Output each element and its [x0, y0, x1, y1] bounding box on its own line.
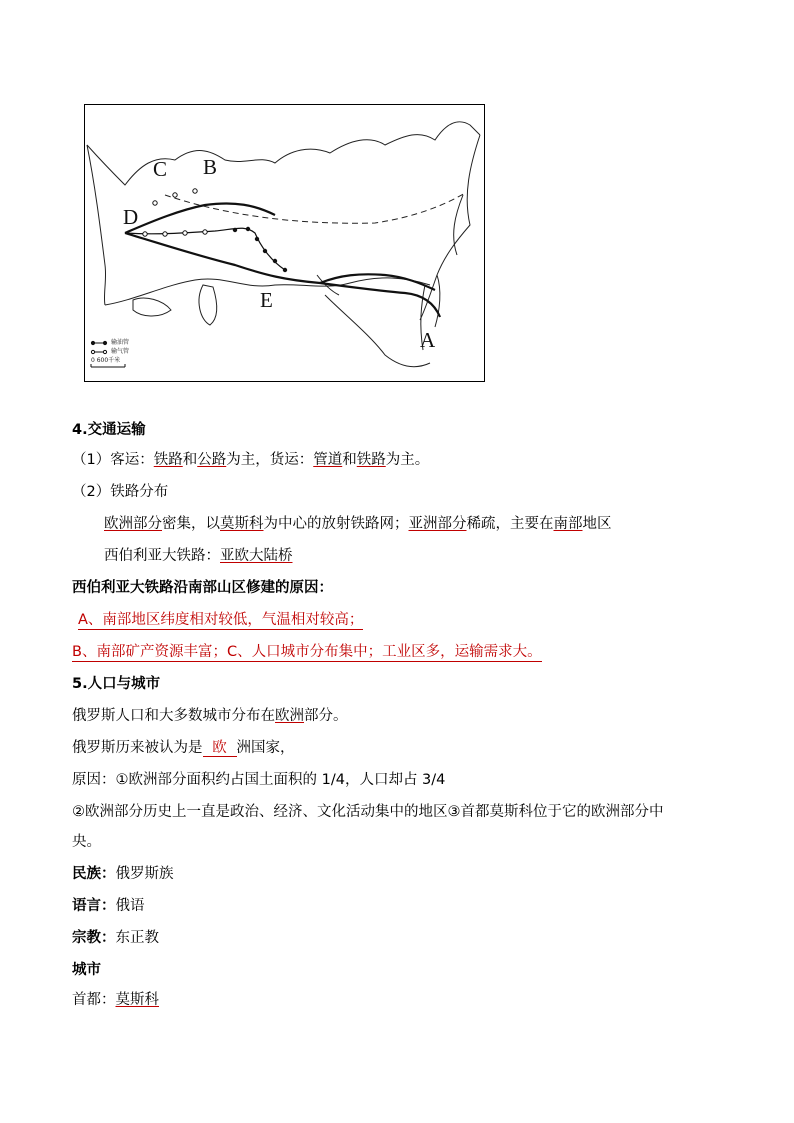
passenger-prefix: （1）客运：	[72, 452, 154, 468]
answer-railway: 铁路	[153, 452, 183, 468]
russia-transport-map	[84, 104, 485, 382]
map-label-c: C	[153, 157, 168, 181]
caspian-sea	[199, 285, 217, 325]
answer-pipeline: 管道	[313, 452, 343, 468]
answer-highway: 公路	[197, 452, 227, 468]
siberia-reason-2-text: B、南部矿产资源丰富；C、人口城市分布集中；工业区多，运输需求大。	[72, 644, 542, 660]
trans-siberian-line	[104, 546, 293, 566]
population-distribution-line	[72, 706, 348, 726]
reason-line-1: 原因：①欧洲部分面积约占国土面积的 1/4，人口却占 3/4	[72, 772, 446, 788]
china-border	[325, 295, 430, 367]
population-text-end: 部分。	[304, 708, 348, 724]
capital-line	[72, 990, 159, 1010]
religion-line	[72, 928, 159, 948]
rail-text-4: 地区	[582, 516, 612, 532]
northern-coastline	[87, 122, 480, 185]
text-and: 和	[182, 452, 198, 468]
european-country-text: 俄罗斯历来被认为是	[72, 740, 203, 756]
religion-value: 东正教	[115, 930, 159, 946]
kamchatka	[454, 195, 463, 255]
freight-prefix: 为主，货运：	[226, 452, 314, 468]
ethnic-value: 俄罗斯族	[115, 866, 174, 882]
map-label-d: D	[123, 205, 139, 229]
answer-capital-moscow: 莫斯科	[115, 992, 159, 1008]
sakhalin	[435, 275, 440, 327]
siberia-reason-1	[78, 610, 363, 630]
siberia-reason-1-text: A、南部地区纬度相对较低，气温相对较高；	[78, 612, 364, 628]
answer-eu-blank: 欧	[203, 740, 237, 757]
population-text: 俄罗斯人口和大多数城市分布在	[72, 708, 275, 724]
answer-asian-part: 亚洲部分	[408, 516, 467, 532]
trans-siberian-label: 西伯利亚大铁路：	[104, 548, 220, 564]
siberia-reason-title: 西伯利亚大铁路沿南部山区修建的原因：	[72, 580, 333, 596]
map-label-a: A	[420, 328, 436, 352]
legend-scale-label: 0 600千米	[91, 357, 121, 364]
legend-oil-label: 输油管	[111, 339, 130, 346]
answer-europe: 欧洲	[275, 708, 304, 724]
answer-railway-2: 铁路	[356, 452, 386, 468]
answer-european-part: 欧洲部分	[104, 516, 162, 532]
religion-label: 宗教：	[72, 930, 116, 946]
rail-text-2: 为中心的放射铁路网；	[263, 516, 409, 532]
baikal-amur-railway	[320, 274, 435, 290]
map-label-b: B	[203, 155, 218, 179]
passenger-freight-line	[72, 450, 429, 470]
section-4-title: 4.交通运输	[72, 422, 146, 438]
capital-label: 首都：	[72, 992, 116, 1008]
legend-gas-label: 输气管	[111, 348, 130, 355]
passenger-end: 为主。	[385, 452, 430, 468]
answer-moscow: 莫斯科	[220, 516, 264, 532]
european-country-text-end: 洲国家，	[236, 740, 295, 756]
black-sea	[133, 298, 171, 316]
eastern-coast	[420, 135, 480, 320]
european-country-line	[72, 738, 295, 758]
rail-text-1: 密集，以	[162, 516, 220, 532]
ethnic-label: 民族：	[72, 866, 116, 882]
answer-south: 南部	[553, 516, 583, 532]
reason-line-2: ②欧洲部分历史上一直是政治、经济、文化活动集中的地区③首都莫斯科位于它的欧洲部分中	[72, 804, 664, 820]
northern-sea-route	[165, 193, 465, 223]
answer-eurasian-land-bridge: 亚欧大陆桥	[220, 548, 293, 564]
rail-distribution-line	[104, 514, 612, 534]
text-and-2: 和	[342, 452, 357, 468]
ethnic-line	[72, 864, 174, 884]
rail-text-3: 稀疏，主要在	[466, 516, 554, 532]
map-label-e: E	[260, 288, 273, 312]
language-label: 语言：	[72, 898, 116, 914]
siberia-reason-2	[72, 642, 542, 662]
rail-distribution-title: （2）铁路分布	[72, 484, 169, 500]
reason-line-2-continued: 央。	[72, 834, 101, 850]
western-border	[87, 145, 106, 305]
city-title: 城市	[72, 962, 101, 978]
section-5-title: 5.人口与城市	[72, 676, 161, 692]
language-value: 俄语	[115, 898, 145, 914]
railway-branch	[125, 203, 275, 233]
language-line	[72, 896, 145, 916]
